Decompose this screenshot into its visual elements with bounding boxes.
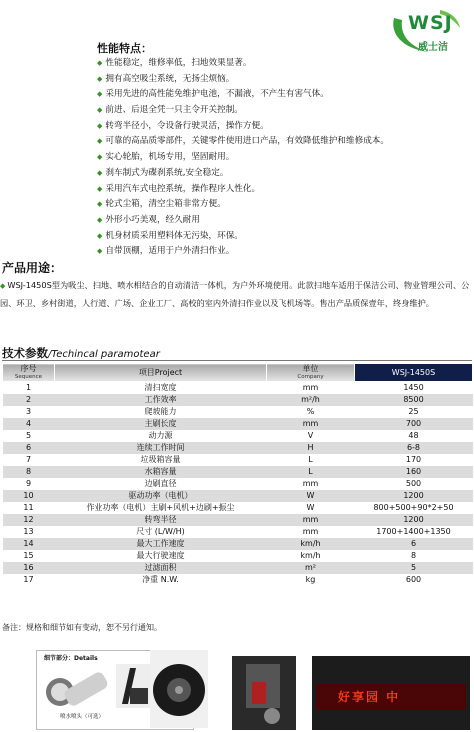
- row-number: 15: [3, 550, 55, 562]
- table-row: [3, 418, 473, 430]
- diamond-bullet-icon: ◆: [97, 59, 103, 67]
- row-unit: W: [267, 502, 355, 514]
- row-value: 48: [355, 430, 473, 442]
- details-strip: [0, 650, 474, 732]
- feature-text: 刹车制式为碟刹系统,安全稳定。: [105, 167, 229, 178]
- row-number: 17: [3, 574, 55, 586]
- row-unit: L: [267, 466, 355, 478]
- table-row: [3, 382, 473, 395]
- diamond-bullet-icon: ◆: [97, 74, 103, 83]
- row-unit: mm: [267, 478, 355, 490]
- table-row: [3, 502, 473, 514]
- table-row: [3, 454, 473, 466]
- features-list: [97, 56, 389, 260]
- row-unit: kg: [267, 574, 355, 586]
- led-sign-text: 好享园 中: [338, 690, 401, 704]
- diamond-bullet-icon: ◆: [97, 90, 103, 99]
- row-number: 9: [3, 478, 55, 490]
- feature-item: [97, 87, 389, 103]
- header-model: WSJ-1450S: [355, 364, 473, 382]
- row-unit: %: [267, 406, 355, 418]
- table-row: [3, 490, 473, 502]
- feature-item: [97, 134, 389, 150]
- row-project: 净重 N.W.: [55, 574, 267, 586]
- feature-item: [97, 119, 389, 135]
- feature-text: 外形小巧美观，经久耐用: [105, 214, 200, 225]
- row-project: 边刷直径: [55, 478, 267, 490]
- table-row: [3, 514, 473, 526]
- row-number: 12: [3, 514, 55, 526]
- feature-item: [97, 150, 389, 166]
- features-title: 性能特点：: [97, 42, 152, 55]
- feature-text: 拥有高空吸尘系统，无扬尘烦恼。: [105, 73, 235, 84]
- row-unit: W: [267, 490, 355, 502]
- row-value: 6: [355, 538, 473, 550]
- spec-title-en: /Techincal paramotear: [48, 349, 160, 360]
- row-unit: mm: [267, 514, 355, 526]
- feature-item: [97, 244, 389, 260]
- row-unit: km/h: [267, 538, 355, 550]
- row-unit: mm: [267, 418, 355, 430]
- usage-text: WSJ-1450S型为吸尘、扫地、喷水相结合的自动清洁一体机，为户外环境使用。此款扫地车适用于保洁公司、物业管理公司、公园、环卫、乡村街道，人行道、广场、企业工厂、高校的室内外清扫作业以及飞机场等。售出产品质保壹年，终身维护。: [0, 280, 470, 308]
- row-value: 8500: [355, 394, 473, 406]
- feature-item: [97, 56, 389, 72]
- diamond-bullet-icon: ◆: [97, 231, 103, 240]
- row-value: 500: [355, 478, 473, 490]
- logo-letters: WSJ: [408, 12, 453, 34]
- feature-text: 轮式尘箱，清空尘箱非常方便。: [105, 199, 226, 210]
- nozzle-caption: 喷水喷头（可选）: [60, 714, 105, 720]
- row-unit: m²: [267, 562, 355, 574]
- feature-text: 机身材质采用塑料体无污染，环保。: [105, 230, 243, 241]
- row-project: 清扫宽度: [55, 382, 267, 395]
- table-row: [3, 430, 473, 442]
- row-project: 水箱容量: [55, 466, 267, 478]
- feature-item: [97, 229, 389, 245]
- usage-title: 产品用途：: [2, 261, 63, 275]
- header-sequence: 序号 Sequence: [3, 364, 55, 382]
- diamond-bullet-icon: ◆: [97, 168, 103, 177]
- feature-text: 前进、后退全凭一只主令开关控制。: [105, 105, 243, 116]
- feature-text: 实心轮胎，机场专用，坚固耐用。: [105, 152, 235, 163]
- row-project: 尺寸 (L/W/H): [55, 526, 267, 538]
- row-project: 工作效率: [55, 394, 267, 406]
- feature-item: [97, 213, 389, 229]
- footnote: 备注：规格和细节如有变动，恕不另行通知。: [2, 623, 162, 632]
- row-project: 垃圾箱容量: [55, 454, 267, 466]
- table-row: [3, 538, 473, 550]
- feature-text: 转弯半径小，令设备行驶灵活，操作方便。: [105, 120, 269, 131]
- table-row: [3, 574, 473, 586]
- row-value: 1200: [355, 490, 473, 502]
- diamond-bullet-icon: ◆: [97, 153, 103, 162]
- row-number: 6: [3, 442, 55, 454]
- row-unit: mm: [267, 526, 355, 538]
- motor-photo: [232, 656, 296, 730]
- row-project: 连续工作时间: [55, 442, 267, 454]
- row-number: 16: [3, 562, 55, 574]
- header-unit: 单位 Company: [267, 364, 355, 382]
- feature-item: [97, 103, 389, 119]
- row-project: 作业功率（电机）主刷+风机+边刷+振尘: [55, 502, 267, 514]
- diamond-bullet-icon: ◆: [97, 106, 103, 115]
- row-value: 1200: [355, 514, 473, 526]
- row-value: 1700+1400+1350: [355, 526, 473, 538]
- row-value: 800+500+90*2+50: [355, 502, 473, 514]
- diamond-bullet-icon: ◆: [97, 121, 103, 130]
- feature-item: [97, 166, 389, 182]
- row-project: 动力源: [55, 430, 267, 442]
- table-row: [3, 406, 473, 418]
- row-unit: mm: [267, 382, 355, 395]
- table-row: [3, 466, 473, 478]
- diamond-bullet-icon: ◆: [0, 282, 6, 290]
- row-value: 700: [355, 418, 473, 430]
- pedal-photo: [116, 664, 150, 708]
- row-number: 10: [3, 490, 55, 502]
- table-row: [3, 550, 473, 562]
- row-project: 最大行驶速度: [55, 550, 267, 562]
- diamond-bullet-icon: ◆: [97, 200, 103, 209]
- table-row: [3, 442, 473, 454]
- diamond-bullet-icon: ◆: [97, 184, 103, 193]
- row-number: 1: [3, 382, 55, 395]
- row-project: 主刷长度: [55, 418, 267, 430]
- table-row: [3, 526, 473, 538]
- row-value: 8: [355, 550, 473, 562]
- feature-text: 采用汽车式电控系统，操作程序人性化。: [105, 183, 261, 194]
- feature-item: [97, 182, 389, 198]
- logo-subtitle: 威士洁: [418, 42, 448, 53]
- feature-item: [97, 72, 389, 88]
- row-value: 25: [355, 406, 473, 418]
- spec-divider: [2, 360, 472, 361]
- row-number: 8: [3, 466, 55, 478]
- row-value: 170: [355, 454, 473, 466]
- row-number: 13: [3, 526, 55, 538]
- spec-title-cn: 技术参数: [2, 346, 48, 360]
- row-unit: km/h: [267, 550, 355, 562]
- row-project: 最大工作速度: [55, 538, 267, 550]
- spec-table: [2, 363, 473, 586]
- wheel-photo: [150, 650, 208, 728]
- row-value: 600: [355, 574, 473, 586]
- row-value: 160: [355, 466, 473, 478]
- row-number: 5: [3, 430, 55, 442]
- row-number: 14: [3, 538, 55, 550]
- row-number: 2: [3, 394, 55, 406]
- row-value: 1450: [355, 382, 473, 395]
- feature-text: 性能稳定，维修率低，扫地效果显著。: [105, 58, 252, 68]
- diamond-bullet-icon: ◆: [97, 215, 103, 224]
- row-number: 11: [3, 502, 55, 514]
- row-project: 过滤面积: [55, 562, 267, 574]
- brand-logo: [388, 8, 468, 56]
- row-number: 7: [3, 454, 55, 466]
- row-value: 6-8: [355, 442, 473, 454]
- diamond-bullet-icon: ◆: [97, 137, 103, 146]
- usage-paragraph: [0, 277, 474, 312]
- feature-text: 可靠的高品质零部件，关键零件使用进口产品，有效降低维护和维修成本。: [105, 136, 389, 147]
- row-project: 驱动功率（电机）: [55, 490, 267, 502]
- row-unit: L: [267, 454, 355, 466]
- table-row: [3, 394, 473, 406]
- table-row: [3, 562, 473, 574]
- row-unit: V: [267, 430, 355, 442]
- diamond-bullet-icon: ◆: [97, 247, 103, 256]
- details-label: 细节部分：Details: [44, 655, 98, 662]
- feature-text: 自带顶棚，适用于户外清扫作业。: [105, 246, 235, 257]
- row-value: 5: [355, 562, 473, 574]
- spec-table-header: [3, 364, 473, 382]
- row-number: 3: [3, 406, 55, 418]
- row-project: 爬坡能力: [55, 406, 267, 418]
- row-unit: H: [267, 442, 355, 454]
- spray-nozzle-photo: [42, 662, 112, 712]
- feature-item: [97, 197, 389, 213]
- spec-title: [2, 345, 160, 361]
- feature-text: 采用先进的高性能免维护电池，不漏液，不产生有害气体。: [105, 89, 329, 100]
- row-project: 转弯半径: [55, 514, 267, 526]
- header-project: 项目Project: [55, 364, 267, 382]
- row-unit: m²/h: [267, 394, 355, 406]
- table-row: [3, 478, 473, 490]
- row-number: 4: [3, 418, 55, 430]
